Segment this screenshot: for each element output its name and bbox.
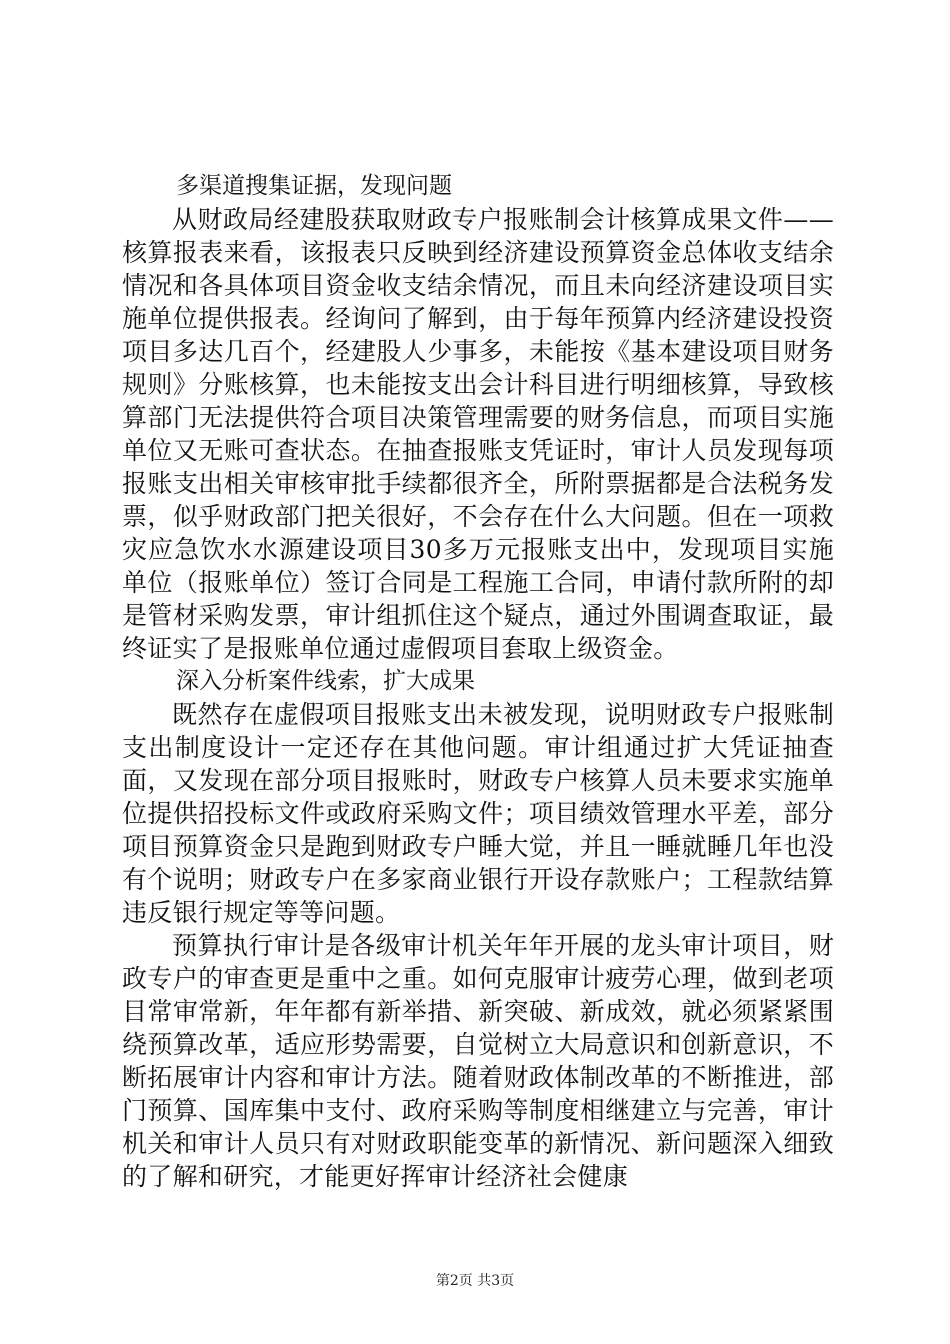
page-number-footer: 第2页 共3页 [435,1273,515,1289]
body-paragraph: 既然存在虚假项目报账支出未被发现，说明财政专户报账制支出制度设计一定还存在其他问题。审计组通过扩大凭证抽查面，又发现在部分项目报账时，财政专户核算人员未要求实施单位提供招投标文件或政府采购文件；项目绩效管理水平差，部分项目预算资金只是跑到财政专户睡大觉，并且一睡就睡几年也没有个说明；财政专户在多家商业银行开设存款账户；工程款结算违反银行规定等等问题。 [122,700,834,927]
section-heading: 深入分析案件线索，扩大成果 [176,668,475,694]
body-paragraph: 从财政局经建股获取财政专户报账制会计核算成果文件——核算报表来看，该报表只反映到经济建设预算资金总体收支结余情况和各具体项目资金收支结余情况，而且未向经济建设项目实施单位提供报表。经询问了解到，由于每年预算内经济建设投资项目多达几百个，经建股人少事多，未能按《基本建设项目财务规则》分账核算，也未能按支出会计科目进行明细核算，导致核算部门无法提供符合项目决策管理需要的财务信息，而项目实施单位又无账可查状态。在抽查报账支凭证时，审计人员发现每项报账支出相关审核审批手续都很齐全，所附票据都是合法税务发票，似乎财政部门把关很好，不会存在什么大问题。但在一项救灾应急饮水水源建设项目30多万元报账支出中，发现项目实施单位（报账单位）签订合同是工程施工合同，申请付款所附的却是管材采购发票，审计组抓住这个疑点，通过外围调查取证，最终证实了是报账单位通过虚假项目套取上级资金。 [122,205,834,663]
section-heading: 多渠道搜集证据，发现问题 [176,173,452,199]
document-body [122,170,834,1193]
body-paragraph: 预算执行审计是各级审计机关年年开展的龙头审计项目，财政专户的审查更是重中之重。如何克服审计疲劳心理，做到老项目常审常新，年年都有新举措、新突破、新成效，就必须紧紧围绕预算改革，适应形势需要，自觉树立大局意识和创新意识，不断拓展审计内容和审计方法。随着财政体制改革的不断推进，部门预算、国库集中支付、政府采购等制度相继建立与完善，审计机关和审计人员只有对财政职能变革的新情况、新问题深入细致的了解和研究，才能更好挥审计经济社会健康 [122,931,834,1191]
